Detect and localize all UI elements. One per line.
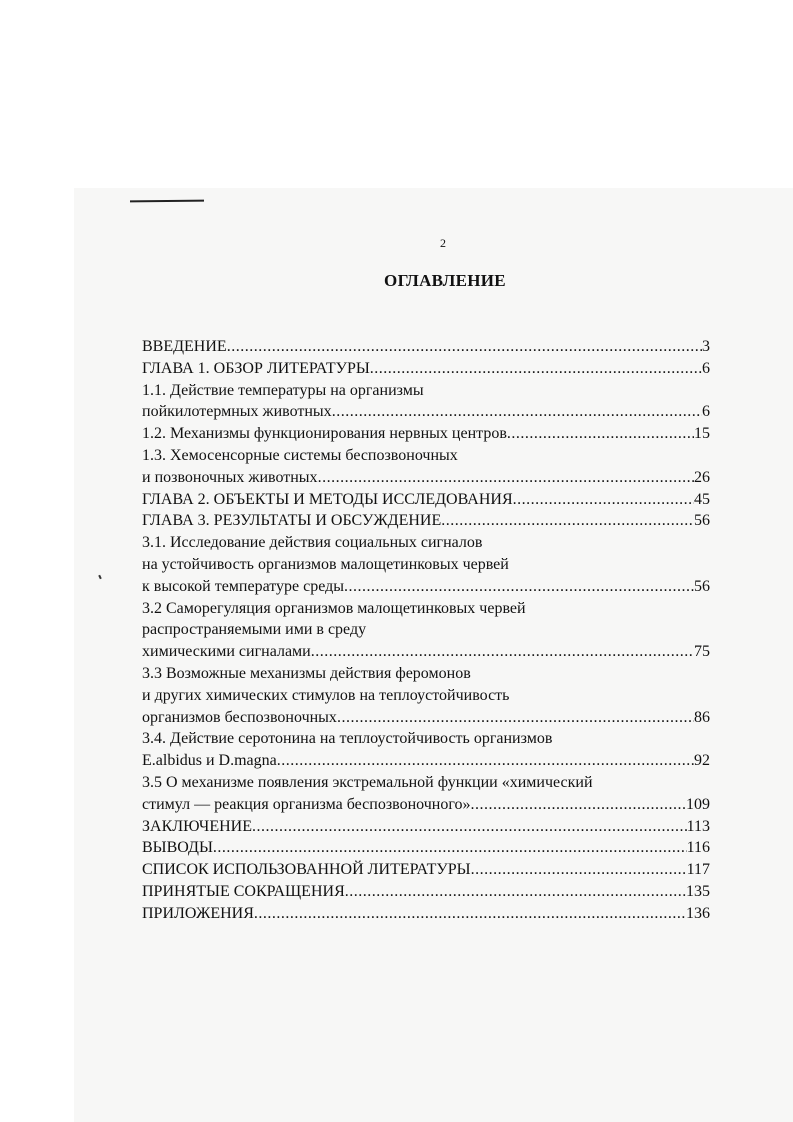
toc-entry-line xyxy=(142,816,710,838)
toc-entry-text: 1.2. Механизмы функционирования нервных центров xyxy=(142,425,507,443)
toc-entry[interactable] xyxy=(142,532,710,597)
toc-leader-dots xyxy=(441,510,694,532)
toc-leader-dots xyxy=(311,641,694,663)
toc-entry[interactable] xyxy=(142,336,710,358)
toc-entry-line xyxy=(142,619,710,641)
toc-entry-line xyxy=(142,837,710,859)
toc-leader-dots xyxy=(471,859,687,881)
toc-leader-dots xyxy=(254,903,686,925)
toc-leader-dots xyxy=(471,794,687,816)
toc-entry-text: ГЛАВА 2. ОБЪЕКТЫ И МЕТОДЫ ИССЛЕДОВАНИЯ xyxy=(142,490,513,508)
toc-entry[interactable] xyxy=(142,816,710,838)
page-title: ОГЛАВЛЕНИЕ xyxy=(384,271,506,290)
toc-entry-line xyxy=(142,641,710,663)
toc-entry-line xyxy=(142,881,710,903)
toc-entry-line xyxy=(142,685,710,707)
toc-leader-dots xyxy=(277,750,694,772)
toc-entry-line xyxy=(142,336,710,358)
table-of-contents xyxy=(142,336,710,925)
toc-entry[interactable] xyxy=(142,663,710,728)
toc-entry-text: пойкилотермных животных xyxy=(142,403,332,421)
toc-entry[interactable] xyxy=(142,358,710,380)
toc-entry-line xyxy=(142,401,710,423)
toc-entry-line xyxy=(142,467,710,489)
toc-page-number: 109 xyxy=(686,795,710,813)
toc-entry-text: и позвоночных животных xyxy=(142,468,318,486)
toc-entry-line xyxy=(142,598,710,620)
toc-entry-line xyxy=(142,707,710,729)
toc-entry[interactable] xyxy=(142,728,710,772)
toc-entry-text: 3.5 О механизме появления экстремальной функции «химический xyxy=(142,773,593,791)
toc-entry-text: 3.2 Саморегуляция организмов малощетинковых червей xyxy=(142,599,526,617)
toc-page-number: 45 xyxy=(694,490,710,508)
toc-page-number: 117 xyxy=(686,861,710,879)
toc-entry-text: ГЛАВА 3. РЕЗУЛЬТАТЫ И ОБСУЖДЕНИЕ xyxy=(142,512,442,530)
toc-leader-dots xyxy=(227,336,702,358)
toc-page-number: 26 xyxy=(694,468,710,486)
toc-entry-text: E.albidus и D.magna xyxy=(142,752,277,770)
toc-entry-text: ВВЕДЕНИЕ xyxy=(142,338,227,355)
toc-entry-line xyxy=(142,794,710,816)
toc-page-number: 6 xyxy=(702,403,710,421)
toc-entry-text: ПРИЛОЖЕНИЯ xyxy=(142,904,254,922)
toc-entry-line xyxy=(142,423,710,445)
toc-leader-dots xyxy=(345,881,686,903)
toc-page-number: 3 xyxy=(702,338,710,355)
toc-page-number: 92 xyxy=(694,752,710,770)
toc-entry-line xyxy=(142,445,710,467)
toc-leader-dots xyxy=(337,707,694,729)
toc-entry-text: ЗАКЛЮЧЕНИЕ xyxy=(142,817,252,835)
toc-page-number: 116 xyxy=(686,839,710,857)
page-number: 2 xyxy=(440,236,446,250)
toc-entry-text: ГЛАВА 1. ОБЗОР ЛИТЕРАТУРЫ xyxy=(142,359,370,377)
toc-entry-line xyxy=(142,510,710,532)
toc-entry-text: СПИСОК ИСПОЛЬЗОВАННОЙ ЛИТЕРАТУРЫ xyxy=(142,861,471,879)
toc-entry-text: к высокой температуре среды xyxy=(142,577,345,595)
toc-entry-text: стимул — реакция организма беспозвоночного» xyxy=(142,795,471,813)
toc-entry-text: организмов беспозвоночных xyxy=(142,708,337,726)
toc-leader-dots xyxy=(213,837,687,859)
toc-entry-line xyxy=(142,903,710,925)
toc-entry-line xyxy=(142,554,710,576)
toc-entry-line xyxy=(142,663,710,685)
toc-entry[interactable] xyxy=(142,423,710,445)
toc-page-number: 136 xyxy=(686,904,710,922)
toc-entry[interactable] xyxy=(142,445,710,489)
toc-leader-dots xyxy=(507,423,694,445)
toc-entry-text: 1.1. Действие температуры на организмы xyxy=(142,381,424,399)
toc-entry[interactable] xyxy=(142,489,710,511)
toc-entry[interactable] xyxy=(142,772,710,816)
toc-entry[interactable] xyxy=(142,598,710,663)
toc-entry-text: на устойчивость организмов малощетинковых червей xyxy=(142,555,509,573)
toc-leader-dots xyxy=(344,576,694,598)
toc-entry[interactable] xyxy=(142,380,710,424)
toc-entry-text: распространяемыми ими в среду xyxy=(142,621,367,639)
toc-leader-dots xyxy=(318,467,694,489)
toc-page-number: 15 xyxy=(694,425,710,443)
toc-entry-line xyxy=(142,750,710,772)
toc-entry-text: ПРИНЯТЫЕ СОКРАЩЕНИЯ xyxy=(142,882,345,900)
toc-entry[interactable] xyxy=(142,859,710,881)
toc-entry[interactable] xyxy=(142,510,710,532)
toc-leader-dots xyxy=(370,358,702,380)
toc-entry-line xyxy=(142,380,710,402)
toc-page-number: 75 xyxy=(694,643,710,661)
toc-leader-dots xyxy=(252,816,687,838)
toc-entry-text: 3.1. Исследование действия социальных сигналов xyxy=(142,534,483,552)
toc-page-number: 86 xyxy=(694,708,710,726)
toc-page-number: 113 xyxy=(686,817,710,835)
toc-entry-text: 3.3 Возможные механизмы действия феромонов xyxy=(142,664,471,682)
toc-entry-text: и других химических стимулов на теплоустойчивость xyxy=(142,686,510,704)
toc-entry[interactable] xyxy=(142,881,710,903)
toc-leader-dots xyxy=(513,489,694,511)
toc-entry-line xyxy=(142,728,710,750)
toc-leader-dots xyxy=(332,401,702,423)
toc-entry-line xyxy=(142,772,710,794)
toc-entry-line xyxy=(142,489,710,511)
toc-entry[interactable] xyxy=(142,837,710,859)
toc-entry-text: 3.4. Действие серотонина на теплоустойчивость организмов xyxy=(142,730,553,748)
toc-entry-text: ВЫВОДЫ xyxy=(142,839,213,857)
toc-entry-text: 1.3. Хемосенсорные системы беспозвоночных xyxy=(142,446,458,464)
toc-entry-text: химическими сигналами xyxy=(142,643,311,661)
toc-entry-line xyxy=(142,358,710,380)
toc-entry[interactable] xyxy=(142,903,710,925)
toc-page-number: 56 xyxy=(694,512,710,530)
toc-page-number: 6 xyxy=(702,359,710,377)
toc-entry-line xyxy=(142,859,710,881)
toc-page-number: 56 xyxy=(694,577,710,595)
toc-entry-line xyxy=(142,576,710,598)
toc-page-number: 135 xyxy=(686,882,710,900)
toc-entry-line xyxy=(142,532,710,554)
